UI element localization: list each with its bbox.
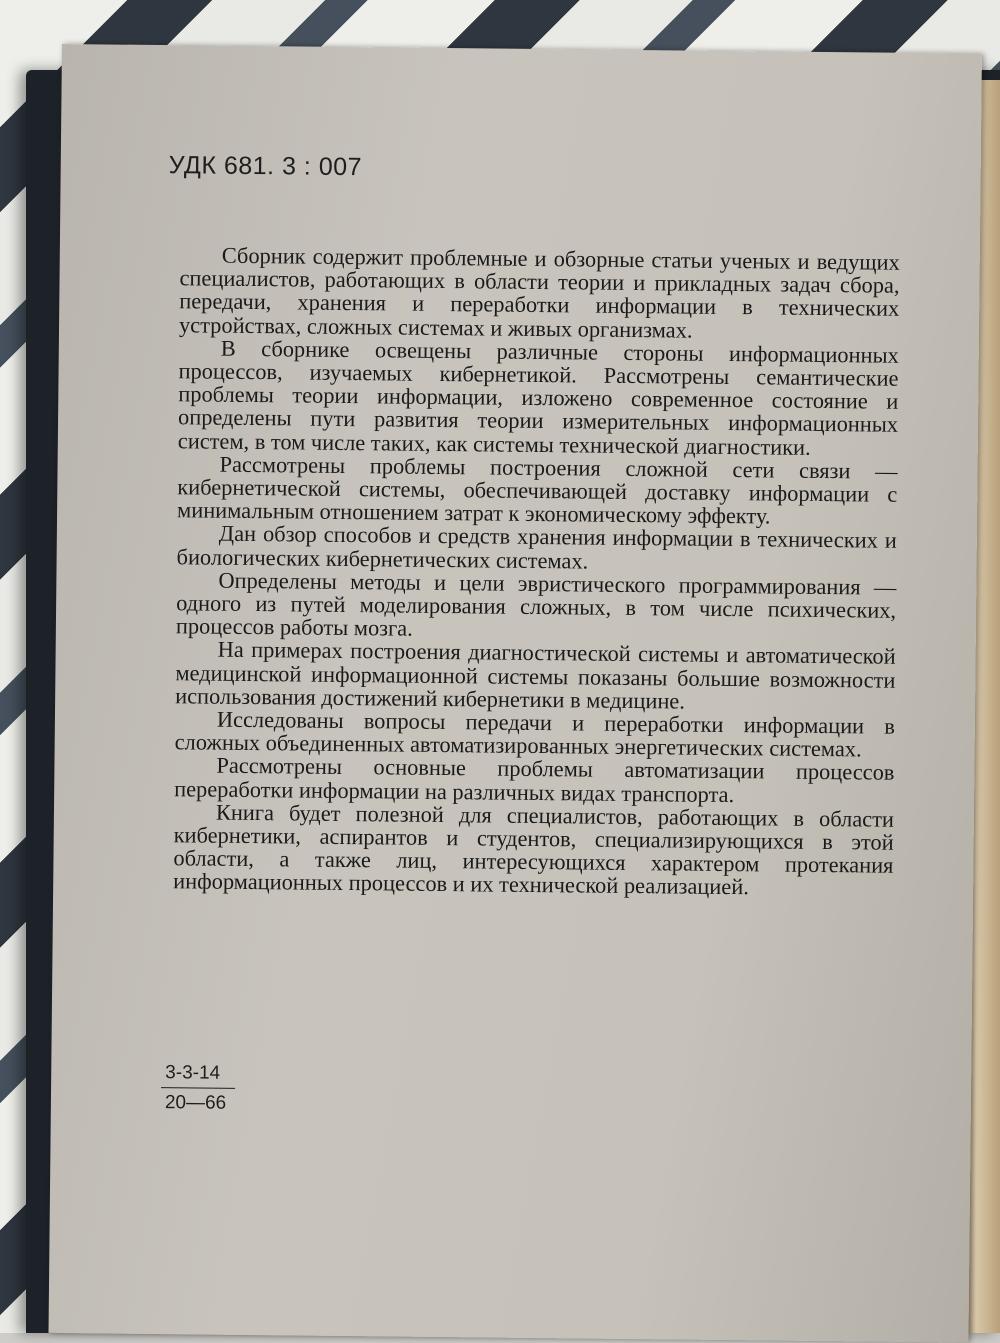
code-denominator: 20—66 [164, 1092, 227, 1114]
paragraph: Сборник содержит проблемные и обзорные статьи ученых и ведущих специалистов, работающих в области теории и прикладных задач сбора, передачи, хранения и переработки информации в технических устройствах, сложных системах и живых организмах. [178, 242, 900, 343]
paragraph: Рассмотрены проблемы построения сложной сети связи — кибернетической системы, обеспечивающей доставку информации с минимальным отношением затрат к экономическому эффекту. [176, 451, 898, 529]
paragraph: Дан обзор способов и средств хранения информации в технических и биологических кибернетических системах. [176, 521, 897, 574]
annotation-text [173, 243, 900, 900]
code-numerator: 3-3-14 [165, 1062, 221, 1084]
paragraph: Книга будет полезной для специалистов, работающих в области кибернетики, аспирантов и студентов, специализирующихся в этой области, а также лиц, интересующихся характером протекания информационных процессов и их технической реализацией. [173, 799, 895, 900]
paragraph: В сборнике освещены различные стороны информационных процессов, изучаемых кибернетикой. Рассмотрены семантические проблемы теории информации, изложено современное состояние и определены пути развития теории измерительных информационных систем, в том числе таких, как системы технической диагностики. [177, 335, 899, 460]
udk-classification: УДК 681. 3 : 007 [168, 151, 363, 182]
paragraph: Рассмотрены основные проблемы автоматизации процессов переработки информации на различных видах транспорта. [174, 753, 895, 807]
paragraph: На примерах построения диагностической системы и автоматической медицинской информационной системы показаны большие возможности использования достижений кибернетики в медицине. [175, 637, 896, 714]
fraction-line [161, 1087, 235, 1089]
book-page [49, 44, 982, 1343]
paragraph: Исследованы вопросы передачи и переработки информации в сложных объединенных автоматизированных энергетических системах. [174, 706, 896, 762]
publication-code [161, 1060, 236, 1117]
paragraph: Определены методы и цели эвристического программирования — одного из путей моделирования сложных, в том числе психических, процессов работы мозга. [175, 567, 897, 641]
